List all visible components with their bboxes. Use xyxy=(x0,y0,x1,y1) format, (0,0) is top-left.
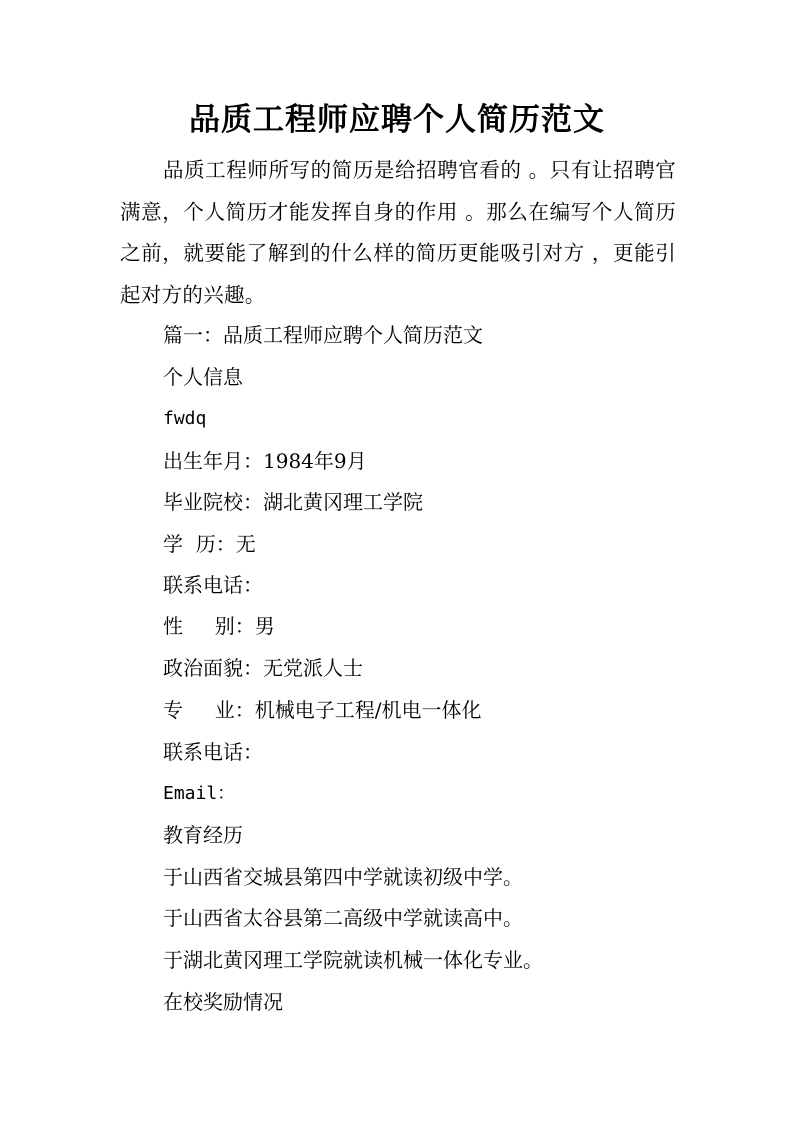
document-title: 品质工程师应聘个人简历范文 xyxy=(189,102,605,138)
education-item-middle-school: 于山西省交城县第四中学就读初级中学。 xyxy=(163,865,523,889)
education-history-heading: 教育经历 xyxy=(163,823,243,847)
phone-line-2: 联系电话： xyxy=(163,740,263,764)
section-heading-part-one: 篇一：品质工程师应聘个人简历范文 xyxy=(163,323,483,347)
political-status-line: 政治面貌：无党派人士 xyxy=(163,656,363,680)
education-item-college: 于湖北黄冈理工学院就读机械一体化专业。 xyxy=(163,948,543,972)
personal-info-heading: 个人信息 xyxy=(163,365,243,389)
email-line: Email： xyxy=(163,783,236,804)
awards-heading: 在校奖励情况 xyxy=(163,990,283,1014)
birth-date-line: 出生年月：1984年9月 xyxy=(163,449,367,473)
gender-line: 性 别：男 xyxy=(163,614,275,638)
major-line: 专 业：机械电子工程/机电一体化 xyxy=(163,698,482,722)
phone-line: 联系电话： xyxy=(163,573,263,597)
name-line: fwdq xyxy=(163,408,207,429)
education-level-line: 学 历：无 xyxy=(163,532,256,556)
graduated-school-line: 毕业院校：湖北黄冈理工学院 xyxy=(163,490,423,514)
education-item-high-school: 于山西省太谷县第二高级中学就读高中。 xyxy=(163,906,523,930)
intro-paragraph: 品质工程师所写的简历是给招聘官看的 。只有让招聘官满意，个人简历才能发挥自身的作用 。那么在编写个人简历之前，就要能了解到的什么样的简历更能吸引对方 ，更能引起对方的兴趣。 xyxy=(120,158,676,307)
